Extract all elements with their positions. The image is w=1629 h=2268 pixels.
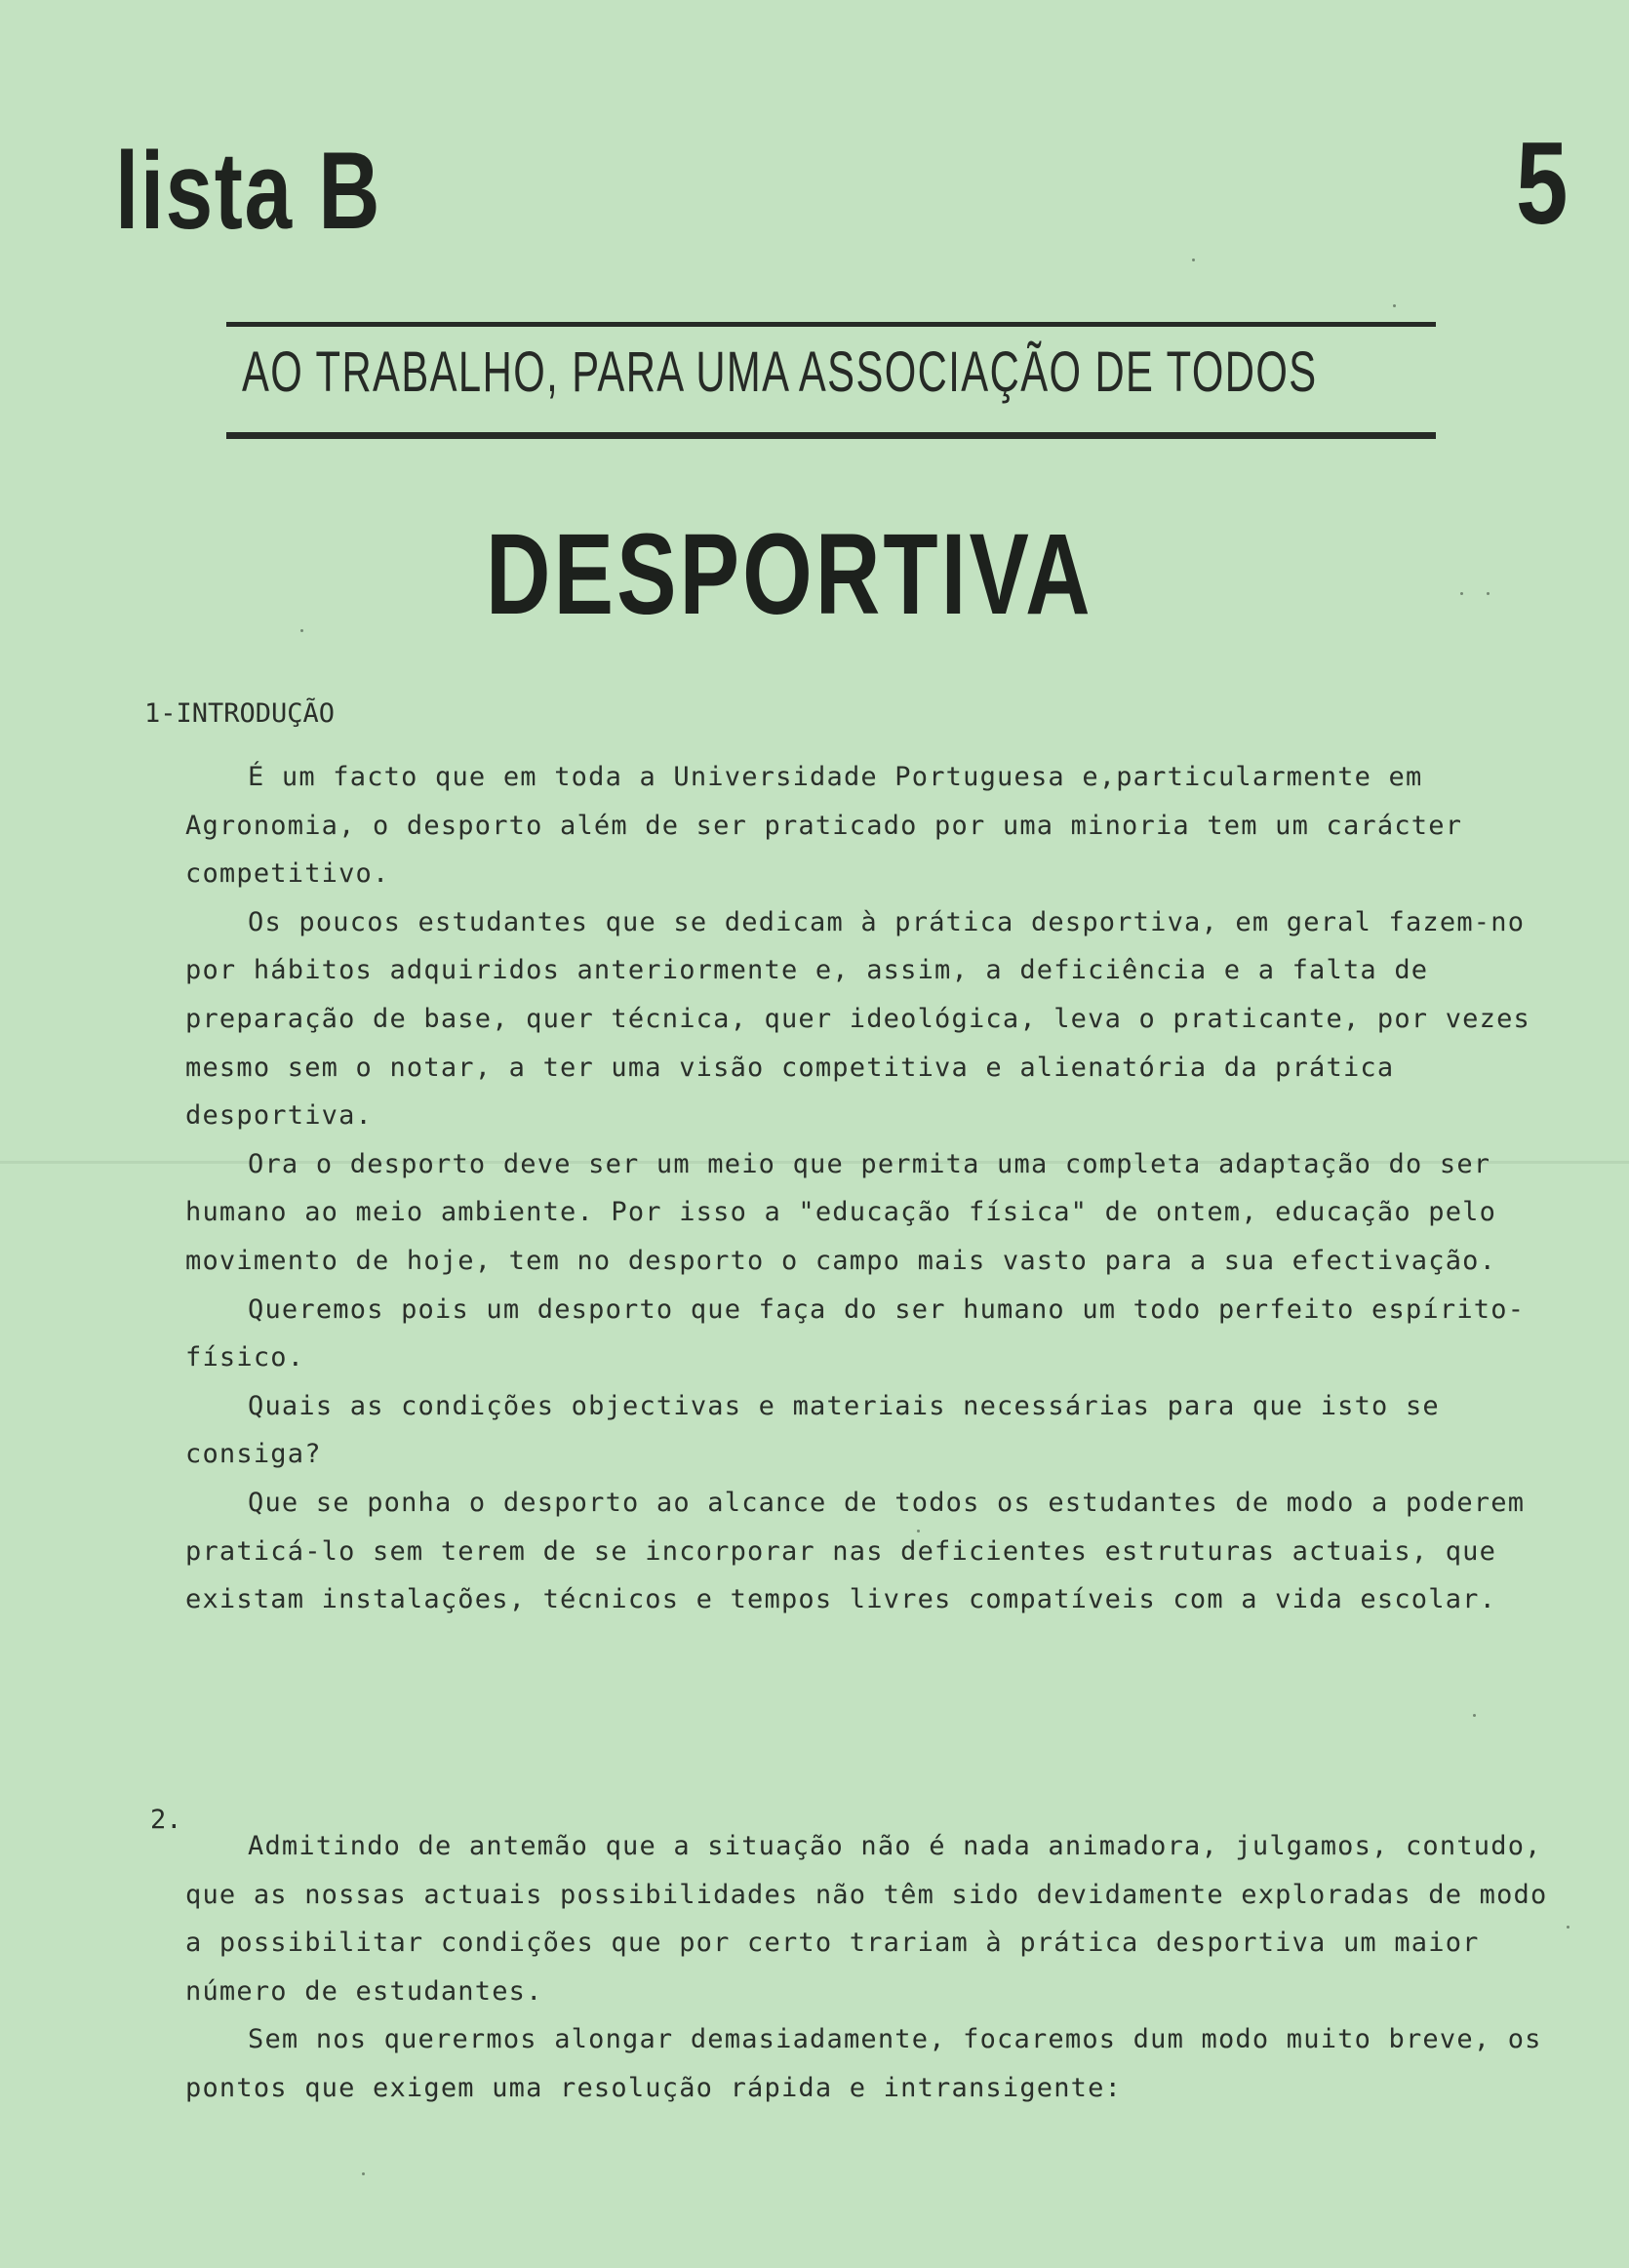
paragraph: Quais as condições objectivas e materiais necessárias para que isto se consiga? <box>185 1390 1440 1470</box>
list-label: lista B <box>115 130 382 252</box>
page-number: 5 <box>1516 118 1569 249</box>
banner-text: AO TRABALHO, PARA UMA ASSOCIAÇÃO DE TODOS <box>242 340 1318 404</box>
paragraph: Queremos pois um desporto que faça do ser humano um todo perfeito espírito-físico. <box>185 1293 1526 1373</box>
section-1-heading: 1-INTRODUÇÃO <box>144 698 336 729</box>
paragraph: Os poucos estudantes que se dedicam à prática desportiva, em geral fazem-no por hábitos adquiridos anteriormente e, assim, a deficiência e a falta de preparação de base, quer técnica, quer ideológica, leva o praticante, por vezes mesmo sem o notar, a ter uma visão competitiva e alienatória da prática desportiva. <box>185 906 1530 1132</box>
paragraph: Sem nos querermos alongar demasiadamente, focaremos dum modo muito breve, os pontos que exigem uma resolução rápida e intransigente: <box>185 2024 1542 2103</box>
banner-box <box>226 322 1436 439</box>
section-2-body <box>185 1822 1551 2113</box>
section-2-number: 2. <box>150 1805 182 1835</box>
document-title: DESPORTIVA <box>486 510 1093 639</box>
paragraph: Que se ponha o desporto ao alcance de todos os estudantes de modo a poderem praticá-lo sem terem de se incorporar nas deficientes estruturas actuais, que existam instalações, técnicos e tempos livres compatíveis com a vida escolar. <box>185 1487 1526 1615</box>
paragraph: Ora o desporto deve ser um meio que permita uma completa adaptação do ser humano ao meio ambiente. Por isso a "educação física" de ontem, educação pelo movimento de hoje, tem no desporto o campo mais vasto para a sua efectivação. <box>185 1148 1497 1276</box>
paragraph: Admitindo de antemão que a situação não é nada animadora, julgamos, contudo, que as nossas actuais possibilidades não têm sido devidamente exploradas de modo a possibilitar condições que por certo trariam à prática desportiva um maior número de estudantes. <box>185 1831 1548 2007</box>
paragraph: É um facto que em toda a Universidade Portuguesa e,particularmente em Agronomia, o desporto além de ser praticado por uma minoria tem um carácter competitivo. <box>185 762 1463 890</box>
section-1-body <box>185 753 1551 1624</box>
